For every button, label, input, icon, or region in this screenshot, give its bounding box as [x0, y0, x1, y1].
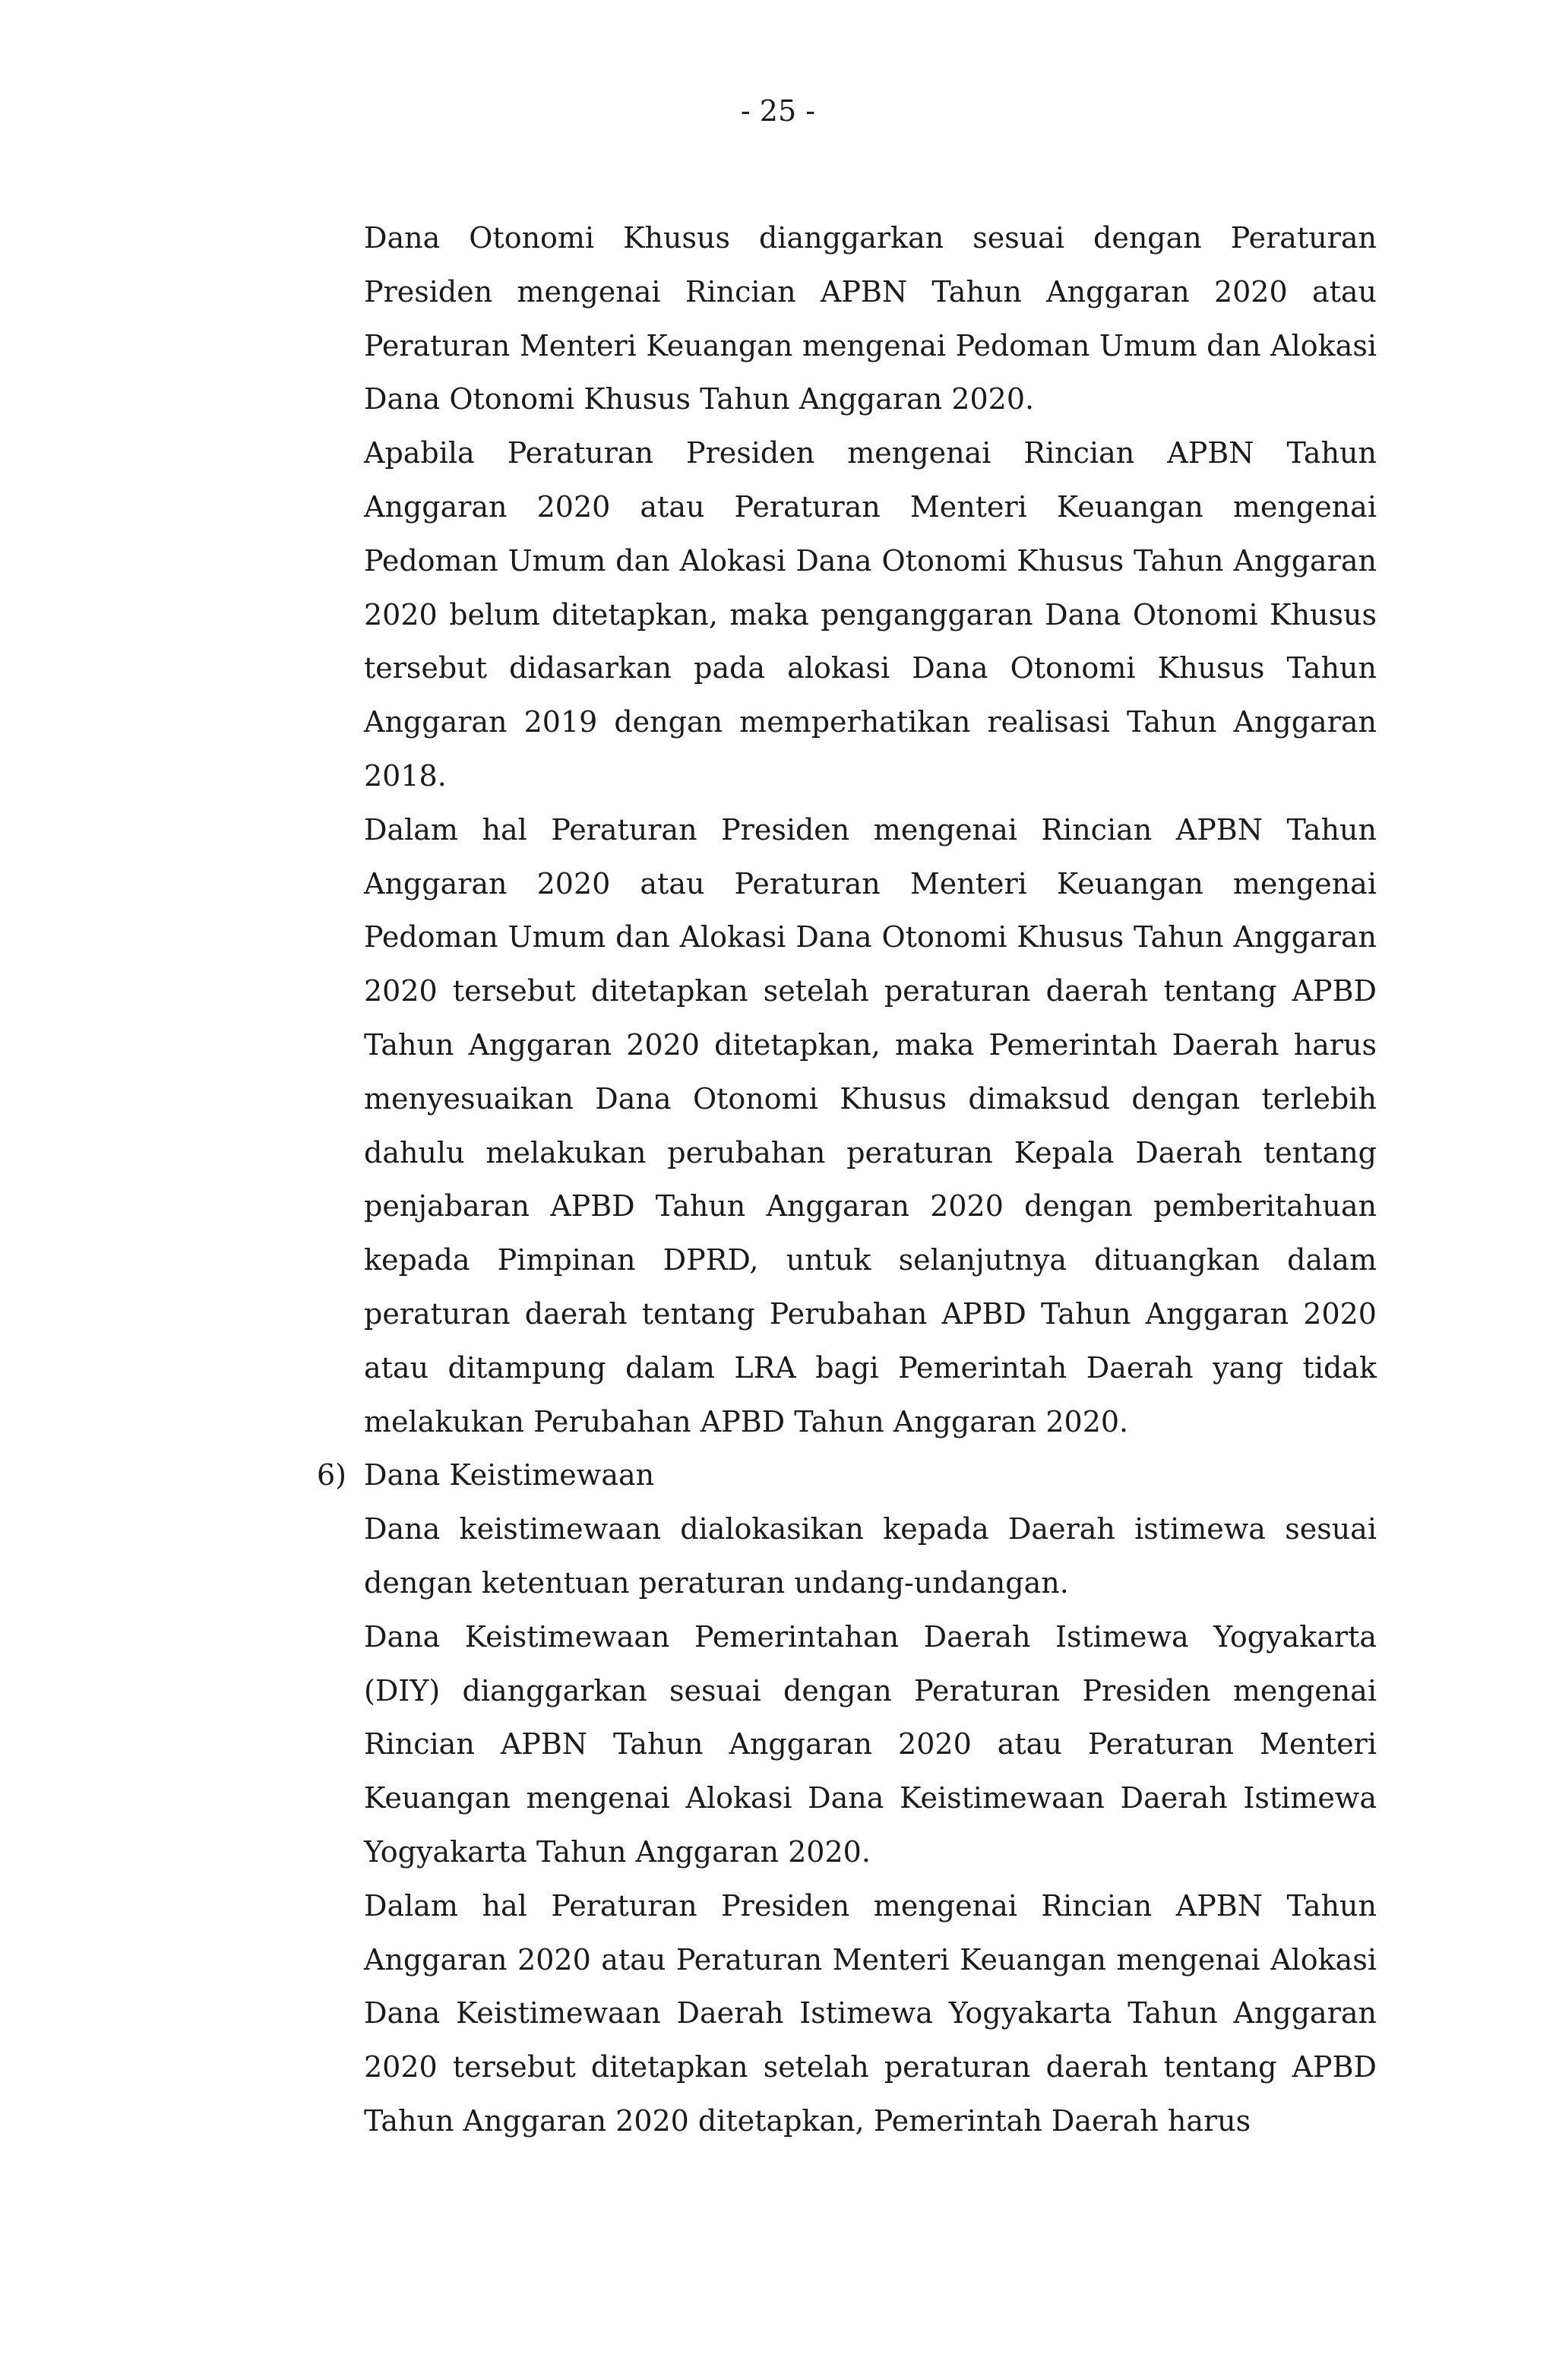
page-number: - 25 - — [740, 94, 816, 128]
document-body — [317, 211, 1377, 2148]
paragraph-otsus-not-yet-set: Apabila Peraturan Presiden mengenai Rincian APBN Tahun Anggaran 2020 atau Peraturan Menteri Keuangan mengenai Pedoman Umum dan Alokasi Dana Otonomi Khusus Tahun Anggaran 2020 belum ditetapkan, maka penganggaran Dana Otonomi Khusus tersebut didasarkan pada alokasi Dana Otonomi Khusus Tahun Anggaran 2019 dengan memperhatikan realisasi Tahun Anggaran 2018. — [364, 436, 1377, 793]
paragraph-otsus-adjustment: Dalam hal Peraturan Presiden mengenai Rincian APBN Tahun Anggaran 2020 atau Peraturan Menteri Keuangan mengenai Pedoman Umum dan Alokasi Dana Otonomi Khusus Tahun Anggaran 2020 tersebut ditetapkan setelah peraturan daerah tentang APBD Tahun Anggaran 2020 ditetapkan, maka Pemerintah Daerah harus menyesuaikan Dana Otonomi Khusus dimaksud dengan terlebih dahulu melakukan perubahan peraturan Kepala Daerah tentang penjabaran APBD Tahun Anggaran 2020 dengan pemberitahuan kepada Pimpinan DPRD, untuk selanjutnya dituangkan dalam peraturan daerah tentang Perubahan APBD Tahun Anggaran 2020 atau ditampung dalam LRA bagi Pemerintah Daerah yang tidak melakukan Perubahan APBD Tahun Anggaran 2020. — [364, 812, 1377, 1438]
paragraph-keistimewaan-adjustment: Dalam hal Peraturan Presiden mengenai Rincian APBN Tahun Anggaran 2020 atau Peraturan Menteri Keuangan mengenai Alokasi Dana Keistimewaan Daerah Istimewa Yogyakarta Tahun Anggaran 2020 tersebut ditetapkan setelah peraturan daerah tentang APBD Tahun Anggaran 2020 ditetapkan, Pemerintah Daerah harus — [364, 1888, 1377, 2138]
paragraph-keistimewaan-allocation: Dana keistimewaan dialokasikan kepada Daerah istimewa sesuai dengan ketentuan peraturan undang-undangan. — [364, 1512, 1377, 1600]
paragraph-keistimewaan-diy: Dana Keistimewaan Pemerintahan Daerah Istimewa Yogyakarta (DIY) dianggarkan sesuai dengan Peraturan Presiden mengenai Rincian APBN Tahun Anggaran 2020 atau Peraturan Menteri Keuangan mengenai Alokasi Dana Keistimewaan Daerah Istimewa Yogyakarta Tahun Anggaran 2020. — [364, 1619, 1377, 1869]
section-heading: Dana Keistimewaan — [364, 1458, 655, 1492]
list-item-number: 6) — [317, 1458, 347, 1492]
paragraph-otsus-budgeting: Dana Otonomi Khusus dianggarkan sesuai dengan Peraturan Presiden mengenai Rincian APBN Tahun Anggaran 2020 atau Peraturan Menteri Keuangan mengenai Pedoman Umum dan Alokasi Dana Otonomi Khusus Tahun Anggaran 2020. — [364, 221, 1377, 416]
list-item-dana-keistimewaan — [317, 1448, 1377, 2147]
